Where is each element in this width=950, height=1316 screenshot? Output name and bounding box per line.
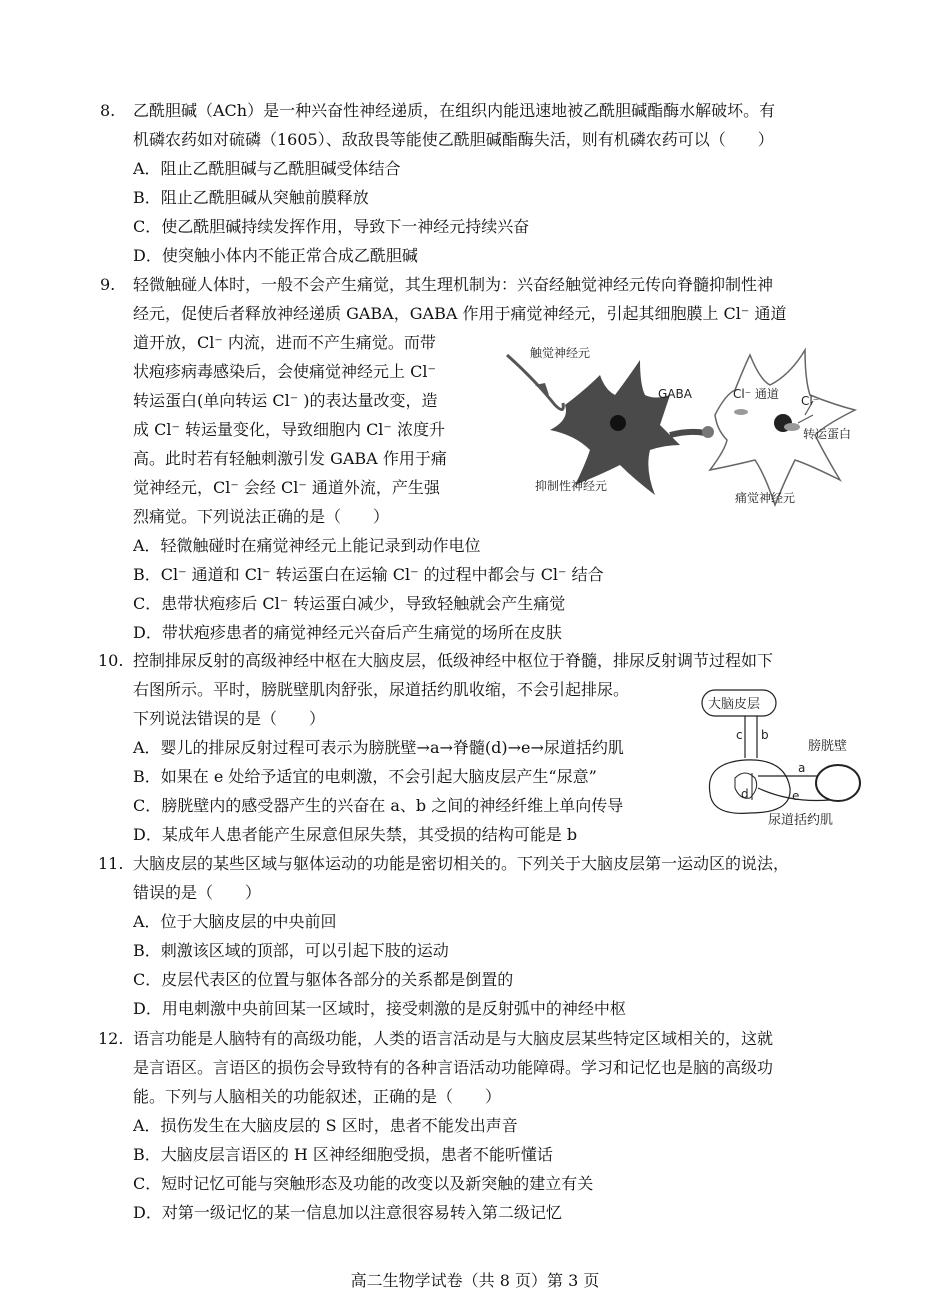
question-stem-line: 经元，促使后者释放神经递质 GABA，GABA 作用于痛觉神经元，引起其细胞膜上 Cl⁻ 通道: [133, 304, 787, 323]
option-c: C．患带状疱疹后 Cl⁻ 转运蛋白减少，导致轻触就会产生痛觉: [133, 594, 566, 613]
question-stem-line: 能。下列与人脑相关的功能叙述，正确的是（ ）: [133, 1087, 502, 1106]
label-bladder: 膀胱壁: [808, 739, 848, 754]
option-d: D．对第一级记忆的某一信息加以注意很容易转入第二级记忆: [133, 1203, 562, 1222]
option-d: D．用电刺激中央前回某一区域时，接受刺激的是反射弧中的神经中枢: [133, 999, 626, 1018]
question-stem-line: 转运蛋白(单向转运 Cl⁻ )的表达量改变，造: [133, 391, 438, 410]
spinal-cord: [709, 760, 790, 813]
question-8: [100, 96, 860, 270]
bladder: [816, 765, 860, 801]
label-c: c: [736, 728, 743, 742]
question-number: 10.: [98, 651, 124, 670]
question-stem-line: 错误的是（ ）: [133, 883, 262, 902]
question-stem-line: 道开放，Cl⁻ 内流，进而不产生痛觉。而带: [133, 333, 436, 352]
option-d: D．带状疱疹患者的痛觉神经元兴奋后产生痛觉的场所在皮肤: [133, 623, 562, 642]
transporter-protein: [784, 423, 800, 431]
option-c: C．短时记忆可能与突触形态及功能的改变以及新突触的建立有关: [133, 1174, 594, 1193]
option-b: B．Cl⁻ 通道和 Cl⁻ 转运蛋白在运输 Cl⁻ 的过程中都会与 Cl⁻ 结合: [133, 565, 604, 584]
inhibitory-axon: [670, 432, 705, 435]
question-number: 9.: [100, 275, 116, 294]
question-stem-line: 轻微触碰人体时，一般不会产生痛觉，其生理机制为：兴奋经触觉神经元传向脊髓抑制性神: [133, 275, 774, 294]
option-b: B．如果在 e 处给予适宜的电刺激，不会引起大脑皮层产生“尿意”: [133, 767, 597, 786]
option-a: A．损伤发生在大脑皮层的 S 区时，患者不能发出声音: [133, 1116, 518, 1135]
question-stem-line: 乙酰胆碱（ACh）是一种兴奋性神经递质，在组织内能迅速地被乙酰胆碱酯酶水解破坏。有: [133, 101, 776, 120]
option-d: D．某成年人患者能产生尿意但尿失禁，其受损的结构可能是 b: [133, 825, 578, 844]
label-transporter: 转运蛋白: [803, 427, 852, 441]
label-b: b: [761, 728, 769, 742]
touch-neuron-fiber: [507, 355, 563, 410]
question-11: [100, 849, 860, 1023]
option-d: D．使突触小体内不能正常合成乙酰胆碱: [133, 246, 418, 265]
reflex-figure: [700, 688, 870, 830]
option-a: A．阻止乙酰胆碱与乙酰胆碱受体结合: [133, 159, 401, 178]
question-stem-line: 下列说法错误的是（ ）: [133, 709, 326, 728]
option-c: C．膀胱壁内的感受器产生的兴奋在 a、b 之间的神经纤维上单向传导: [133, 796, 624, 815]
question-number: 12.: [98, 1029, 124, 1048]
page-footer: 高二生物学试卷（共 8 页）第 3 页: [350, 1271, 600, 1290]
label-a: a: [798, 761, 806, 775]
label-gaba: GABA: [658, 387, 692, 401]
option-a: A．轻微触碰时在痛觉神经元上能记录到动作电位: [133, 536, 481, 555]
question-stem-line: 语言功能是人脑特有的高级功能，人类的语言活动是与大脑皮层某些特定区域相关的，这就: [133, 1029, 774, 1048]
option-c: C．皮层代表区的位置与躯体各部分的关系都是倒置的: [133, 970, 514, 989]
question-stem-line: 状疱疹病毒感染后，会使痛觉神经元上 Cl⁻: [133, 362, 436, 381]
question-stem-line: 烈痛觉。下列说法正确的是（ ）: [133, 507, 390, 526]
question-stem-line: 右图所示。平时，膀胱壁肌肉舒张，尿道括约肌收缩，不会引起排尿。: [133, 680, 630, 699]
question-12: [100, 1024, 860, 1227]
option-b: B．大脑皮层言语区的 H 区神经细胞受损，患者不能听懂话: [133, 1145, 553, 1164]
neuron-figure: [505, 335, 865, 515]
label-pain-neuron: 痛觉神经元: [735, 491, 796, 505]
question-stem-line: 高。此时若有轻触刺激引发 GABA 作用于痛: [133, 449, 447, 468]
label-e: e: [792, 789, 800, 803]
option-b: B．刺激该区域的顶部，可以引起下肢的运动: [133, 941, 449, 960]
option-a: A．婴儿的排尿反射过程可表示为膀胱壁→a→脊髓(d)→e→尿道括约肌: [133, 738, 624, 757]
option-b: B．阻止乙酰胆碱从突触前膜释放: [133, 188, 369, 207]
question-stem-line: 是言语区。言语区的损伤会导致特有的各种言语活动功能障碍。学习和记忆也是脑的高级功: [133, 1058, 774, 1077]
question-number: 8.: [100, 101, 116, 120]
label-touch-neuron: 触觉神经元: [530, 346, 591, 360]
synapse-terminal: [702, 426, 714, 438]
question-number: 11.: [98, 854, 124, 873]
question-stem-line: 控制排尿反射的高级神经中枢在大脑皮层，低级神经中枢位于脊髓，排尿反射调节过程如下: [133, 651, 774, 670]
label-sphincter: 尿道括约肌: [768, 813, 834, 828]
label-cl-ion: Cl⁻: [801, 394, 820, 408]
touch-arrow: [535, 383, 549, 395]
cl-channel: [734, 409, 748, 415]
label-d: d: [741, 787, 749, 801]
question-stem-line: 大脑皮层的某些区域与躯体运动的功能是密切相关的。下列关于大脑皮层第一运动区的说法，: [133, 854, 790, 873]
inhibitory-nucleus: [610, 415, 626, 431]
label-cl-channel: Cl⁻ 通道: [733, 387, 779, 401]
question-stem-line: 觉神经元，Cl⁻ 会经 Cl⁻ 通道外流，产生强: [133, 478, 440, 497]
label-inhibitory-neuron: 抑制性神经元: [535, 479, 608, 493]
question-stem-line: 机磷农药如对硫磷（1605）、敌敌畏等能使乙酰胆碱酯酶失活，则有机磷农药可以（ ）: [133, 130, 774, 149]
label-cortex: 大脑皮层: [708, 697, 761, 712]
question-stem-line: 成 Cl⁻ 转运量变化，导致细胞内 Cl⁻ 浓度升: [133, 420, 445, 439]
option-a: A．位于大脑皮层的中央前回: [133, 912, 337, 931]
option-c: C．使乙酰胆碱持续发挥作用，导致下一神经元持续兴奋: [133, 217, 530, 236]
